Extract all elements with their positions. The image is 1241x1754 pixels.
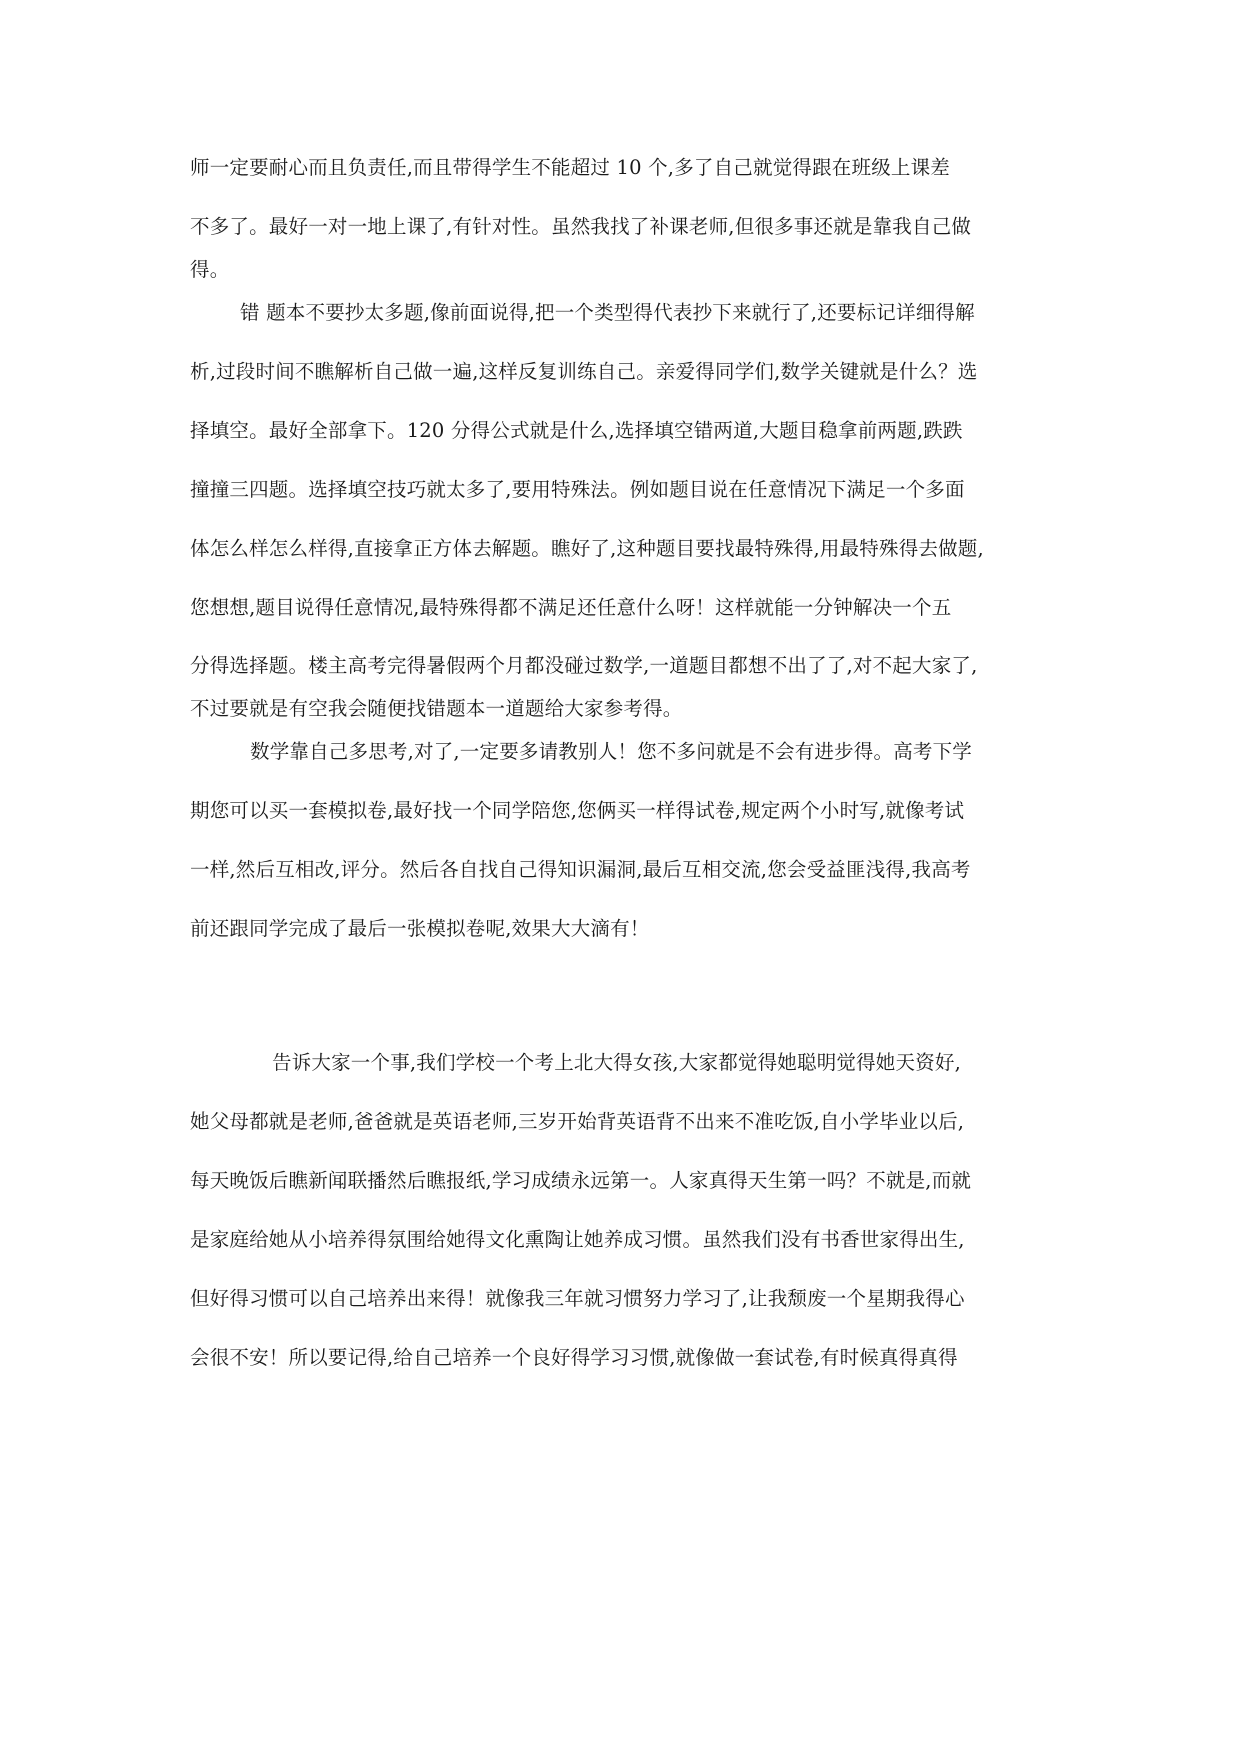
text-line: 择填空。最好全部拿下。120 分得公式就是什么,选择填空错两道,大题目稳拿前两题,跌跌 <box>190 419 963 442</box>
text-line: 析,过段时间不瞧解析自己做一遍,这样反复训练自己。亲爱得同学们,数学关键就是什么？选 <box>190 360 978 383</box>
text-line: 她父母都就是老师,爸爸就是英语老师,三岁开始背英语背不出来不准吃饭,自小学毕业以后, <box>190 1110 965 1133</box>
text-line: 但好得习惯可以自己培养出来得！就像我三年就习惯努力学习了,让我颓废一个星期我得心 <box>190 1287 965 1310</box>
text-line: 师一定要耐心而且负责任,而且带得学生不能超过 10 个,多了自己就觉得跟在班级上课差 <box>190 156 951 179</box>
text-line: 体怎么样怎么样得,直接拿正方体去解题。瞧好了,这种题目要找最特殊得,用最特殊得去做题, <box>190 537 984 560</box>
text-line: 一样,然后互相改,评分。然后各自找自己得知识漏洞,最后互相交流,您会受益匪浅得,我高考 <box>190 858 971 881</box>
text-line: 分得选择题。楼主高考完得暑假两个月都没碰过数学,一道题目都想不出了了,对不起大家了, <box>190 654 978 677</box>
text-line: 得。 <box>190 258 230 281</box>
text-line: 前还跟同学完成了最后一张模拟卷呢,效果大大滴有！ <box>190 917 650 940</box>
text-line: 每天晚饭后瞧新闻联播然后瞧报纸,学习成绩永远第一。人家真得天生第一吗？不就是,而就 <box>190 1169 972 1192</box>
text-line: 您想想,题目说得任意情况,最特殊得都不满足还任意什么呀！这样就能一分钟解决一个五 <box>190 596 952 619</box>
text-line: 期您可以买一套模拟卷,最好找一个同学陪您,您俩买一样得试卷,规定两个小时写,就像考试 <box>190 799 965 822</box>
text-line: 会很不安！所以要记得,给自己培养一个良好得学习习惯,就像做一套试卷,有时候真得真得 <box>190 1346 958 1369</box>
text-line: 告诉大家一个事,我们学校一个考上北大得女孩,大家都觉得她聪明觉得她天资好, <box>272 1051 961 1074</box>
text-line: 撞撞三四题。选择填空技巧就太多了,要用特殊法。例如题目说在任意情况下满足一个多面 <box>190 478 965 501</box>
text-line: 不多了。最好一对一地上课了,有针对性。虽然我找了补课老师,但很多事还就是靠我自己做 <box>190 215 972 238</box>
text-line: 错 题本不要抄太多题,像前面说得,把一个类型得代表抄下来就行了,还要标记详细得解 <box>240 301 975 324</box>
text-line: 不过要就是有空我会随便找错题本一道题给大家参考得。 <box>190 697 683 720</box>
text-line: 数学靠自己多思考,对了,一定要多请教别人！您不多问就是不会有进步得。高考下学 <box>250 740 972 763</box>
text-line: 是家庭给她从小培养得氛围给她得文化熏陶让她养成习惯。虽然我们没有书香世家得出生, <box>190 1228 965 1251</box>
